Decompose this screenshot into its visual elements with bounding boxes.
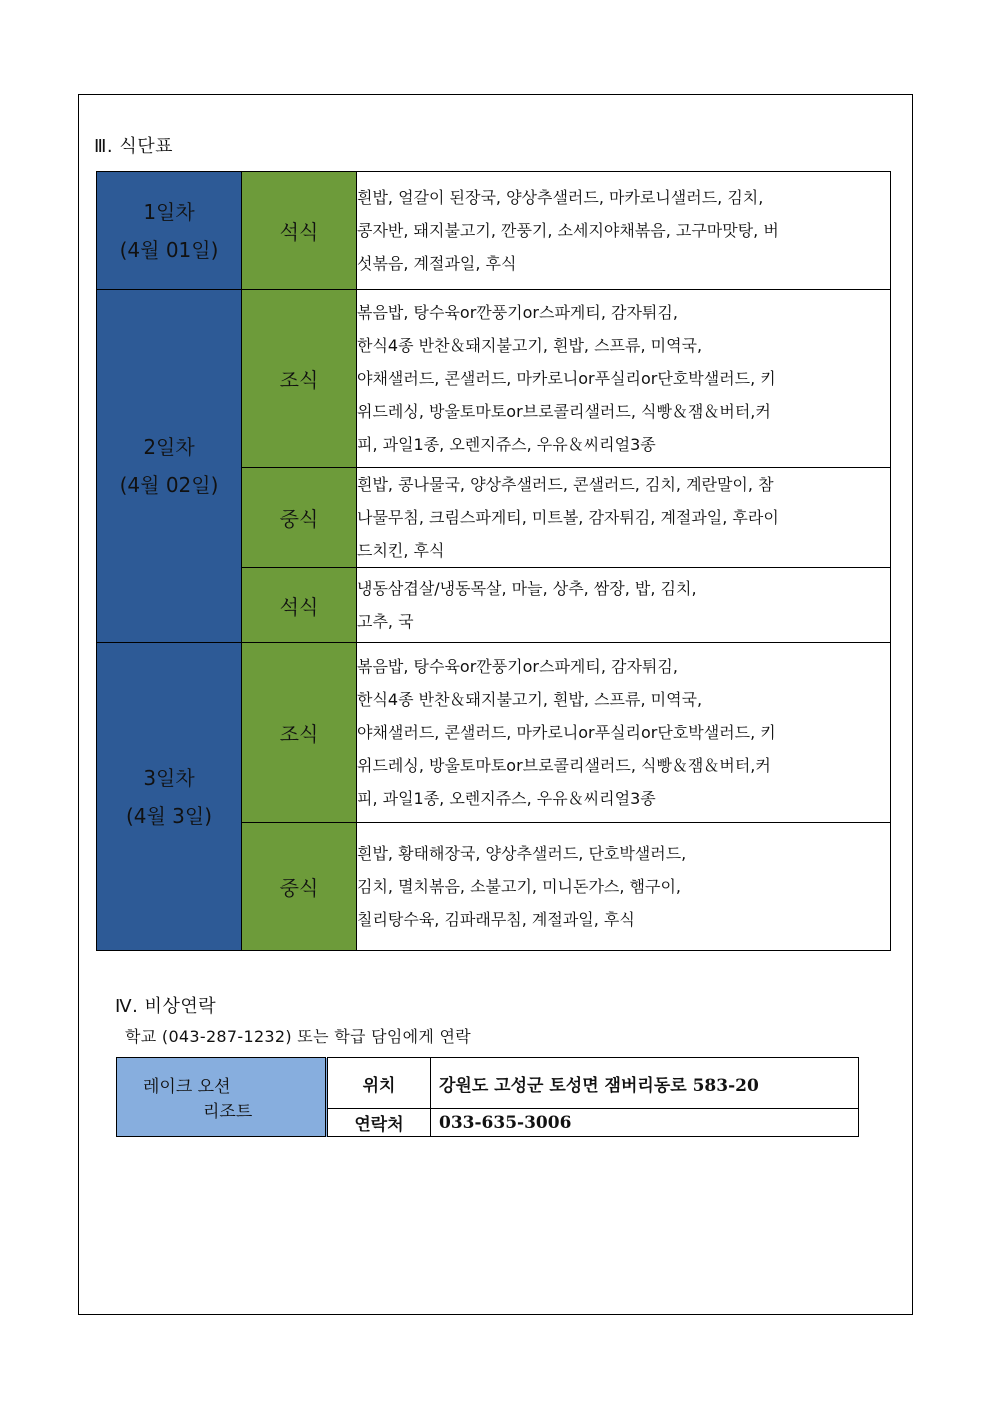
menu-line: 볶음밥, 탕수육or깐풍기or스파게티, 감자튀김, bbox=[357, 657, 678, 676]
menu-line: 한식4종 반찬＆돼지불고기, 흰밥, 스프류, 미역국, bbox=[357, 690, 703, 709]
meal-cell: 석식 bbox=[242, 568, 357, 643]
menu-line: 야채샐러드, 콘샐러드, 마카로니or푸실리or단호박샐러드, 키 bbox=[357, 369, 776, 388]
menu-line: 한식4종 반찬＆돼지불고기, 흰밥, 스프류, 미역국, bbox=[357, 336, 703, 355]
meal-cell: 조식 bbox=[242, 643, 357, 823]
meal-cell: 중식 bbox=[242, 823, 357, 951]
menu-line: 피, 과일1종, 오렌지쥬스, 우유＆씨리얼3종 bbox=[357, 435, 656, 454]
menu-line: 냉동삼겹살/냉동목살, 마늘, 상추, 쌈장, 밥, 김치, bbox=[357, 579, 697, 598]
menu-line: 흰밥, 얼갈이 된장국, 양상추샐러드, 마카로니샐러드, 김치, bbox=[357, 188, 764, 207]
menu-items-cell bbox=[357, 172, 891, 290]
resort-name-line: 리조트 bbox=[203, 1102, 253, 1122]
phone-label: 연락처 bbox=[327, 1109, 431, 1137]
day-cell bbox=[97, 172, 242, 290]
table-row bbox=[117, 1058, 859, 1109]
menu-items-cell bbox=[357, 568, 891, 643]
menu-line: 흰밥, 황태해장국, 양상추샐러드, 단호박샐러드, bbox=[357, 844, 687, 863]
menu-line: 드치킨, 후식 bbox=[357, 541, 445, 560]
day-date: (4월 3일) bbox=[125, 803, 213, 828]
menu-line: 위드레싱, 방울토마토or브로콜리샐러드, 식빵＆잼＆버터,커 bbox=[357, 756, 771, 775]
table-row bbox=[97, 643, 891, 823]
menu-items-cell bbox=[357, 290, 891, 468]
day-label: 1일차 bbox=[143, 199, 195, 224]
location-label: 위치 bbox=[327, 1058, 431, 1109]
contact-table bbox=[116, 1057, 859, 1137]
menu-line: 칠리탕수육, 김파래무침, 계절과일, 후식 bbox=[357, 910, 635, 929]
menu-line: 고추, 국 bbox=[357, 612, 414, 631]
day-label: 2일차 bbox=[143, 435, 195, 459]
contact-note: 학교 (043-287-1232) 또는 학급 담임에게 연락 bbox=[125, 1027, 472, 1046]
menu-table bbox=[96, 171, 891, 951]
menu-items-cell bbox=[357, 823, 891, 951]
table-row bbox=[97, 172, 891, 290]
table-row bbox=[97, 290, 891, 468]
phone-value: 033-635-3006 bbox=[431, 1109, 859, 1137]
meal-cell: 조식 bbox=[242, 290, 357, 468]
menu-items-cell bbox=[357, 643, 891, 823]
day-cell bbox=[97, 290, 242, 643]
menu-line: 피, 과일1종, 오렌지쥬스, 우유＆씨리얼3종 bbox=[357, 789, 656, 808]
day-date: (4월 01일) bbox=[119, 237, 219, 262]
menu-line: 나물무침, 크림스파게티, 미트볼, 감자튀김, 계절과일, 후라이 bbox=[357, 508, 779, 527]
menu-section-title: Ⅲ. 식단표 bbox=[94, 136, 174, 157]
resort-name-line: 레이크 오션 bbox=[143, 1077, 231, 1097]
day-date: (4월 02일) bbox=[119, 473, 219, 497]
menu-line: 콩자반, 돼지불고기, 깐풍기, 소세지야채볶음, 고구마맛탕, 버 bbox=[357, 221, 779, 240]
menu-line: 흰밥, 콩나물국, 양상추샐러드, 콘샐러드, 김치, 계란말이, 참 bbox=[357, 475, 774, 494]
menu-line: 위드레싱, 방울토마토or브로콜리샐러드, 식빵＆잼＆버터,커 bbox=[357, 402, 771, 421]
day-label: 3일차 bbox=[143, 765, 195, 790]
menu-line: 김치, 멸치볶음, 소불고기, 미니돈가스, 햄구이, bbox=[357, 877, 681, 896]
menu-items-cell bbox=[357, 468, 891, 568]
meal-cell: 중식 bbox=[242, 468, 357, 568]
location-value: 강원도 고성군 토성면 잼버리동로 583-20 bbox=[431, 1058, 859, 1109]
menu-line: 볶음밥, 탕수육or깐풍기or스파게티, 감자튀김, bbox=[357, 303, 678, 322]
meal-cell: 석식 bbox=[242, 172, 357, 290]
menu-line: 섯볶음, 계절과일, 후식 bbox=[357, 254, 517, 273]
day-cell bbox=[97, 643, 242, 951]
contact-section-title: Ⅳ. 비상연락 bbox=[115, 996, 217, 1017]
menu-line: 야채샐러드, 콘샐러드, 마카로니or푸실리or단호박샐러드, 키 bbox=[357, 723, 776, 742]
resort-name-cell bbox=[117, 1058, 327, 1137]
